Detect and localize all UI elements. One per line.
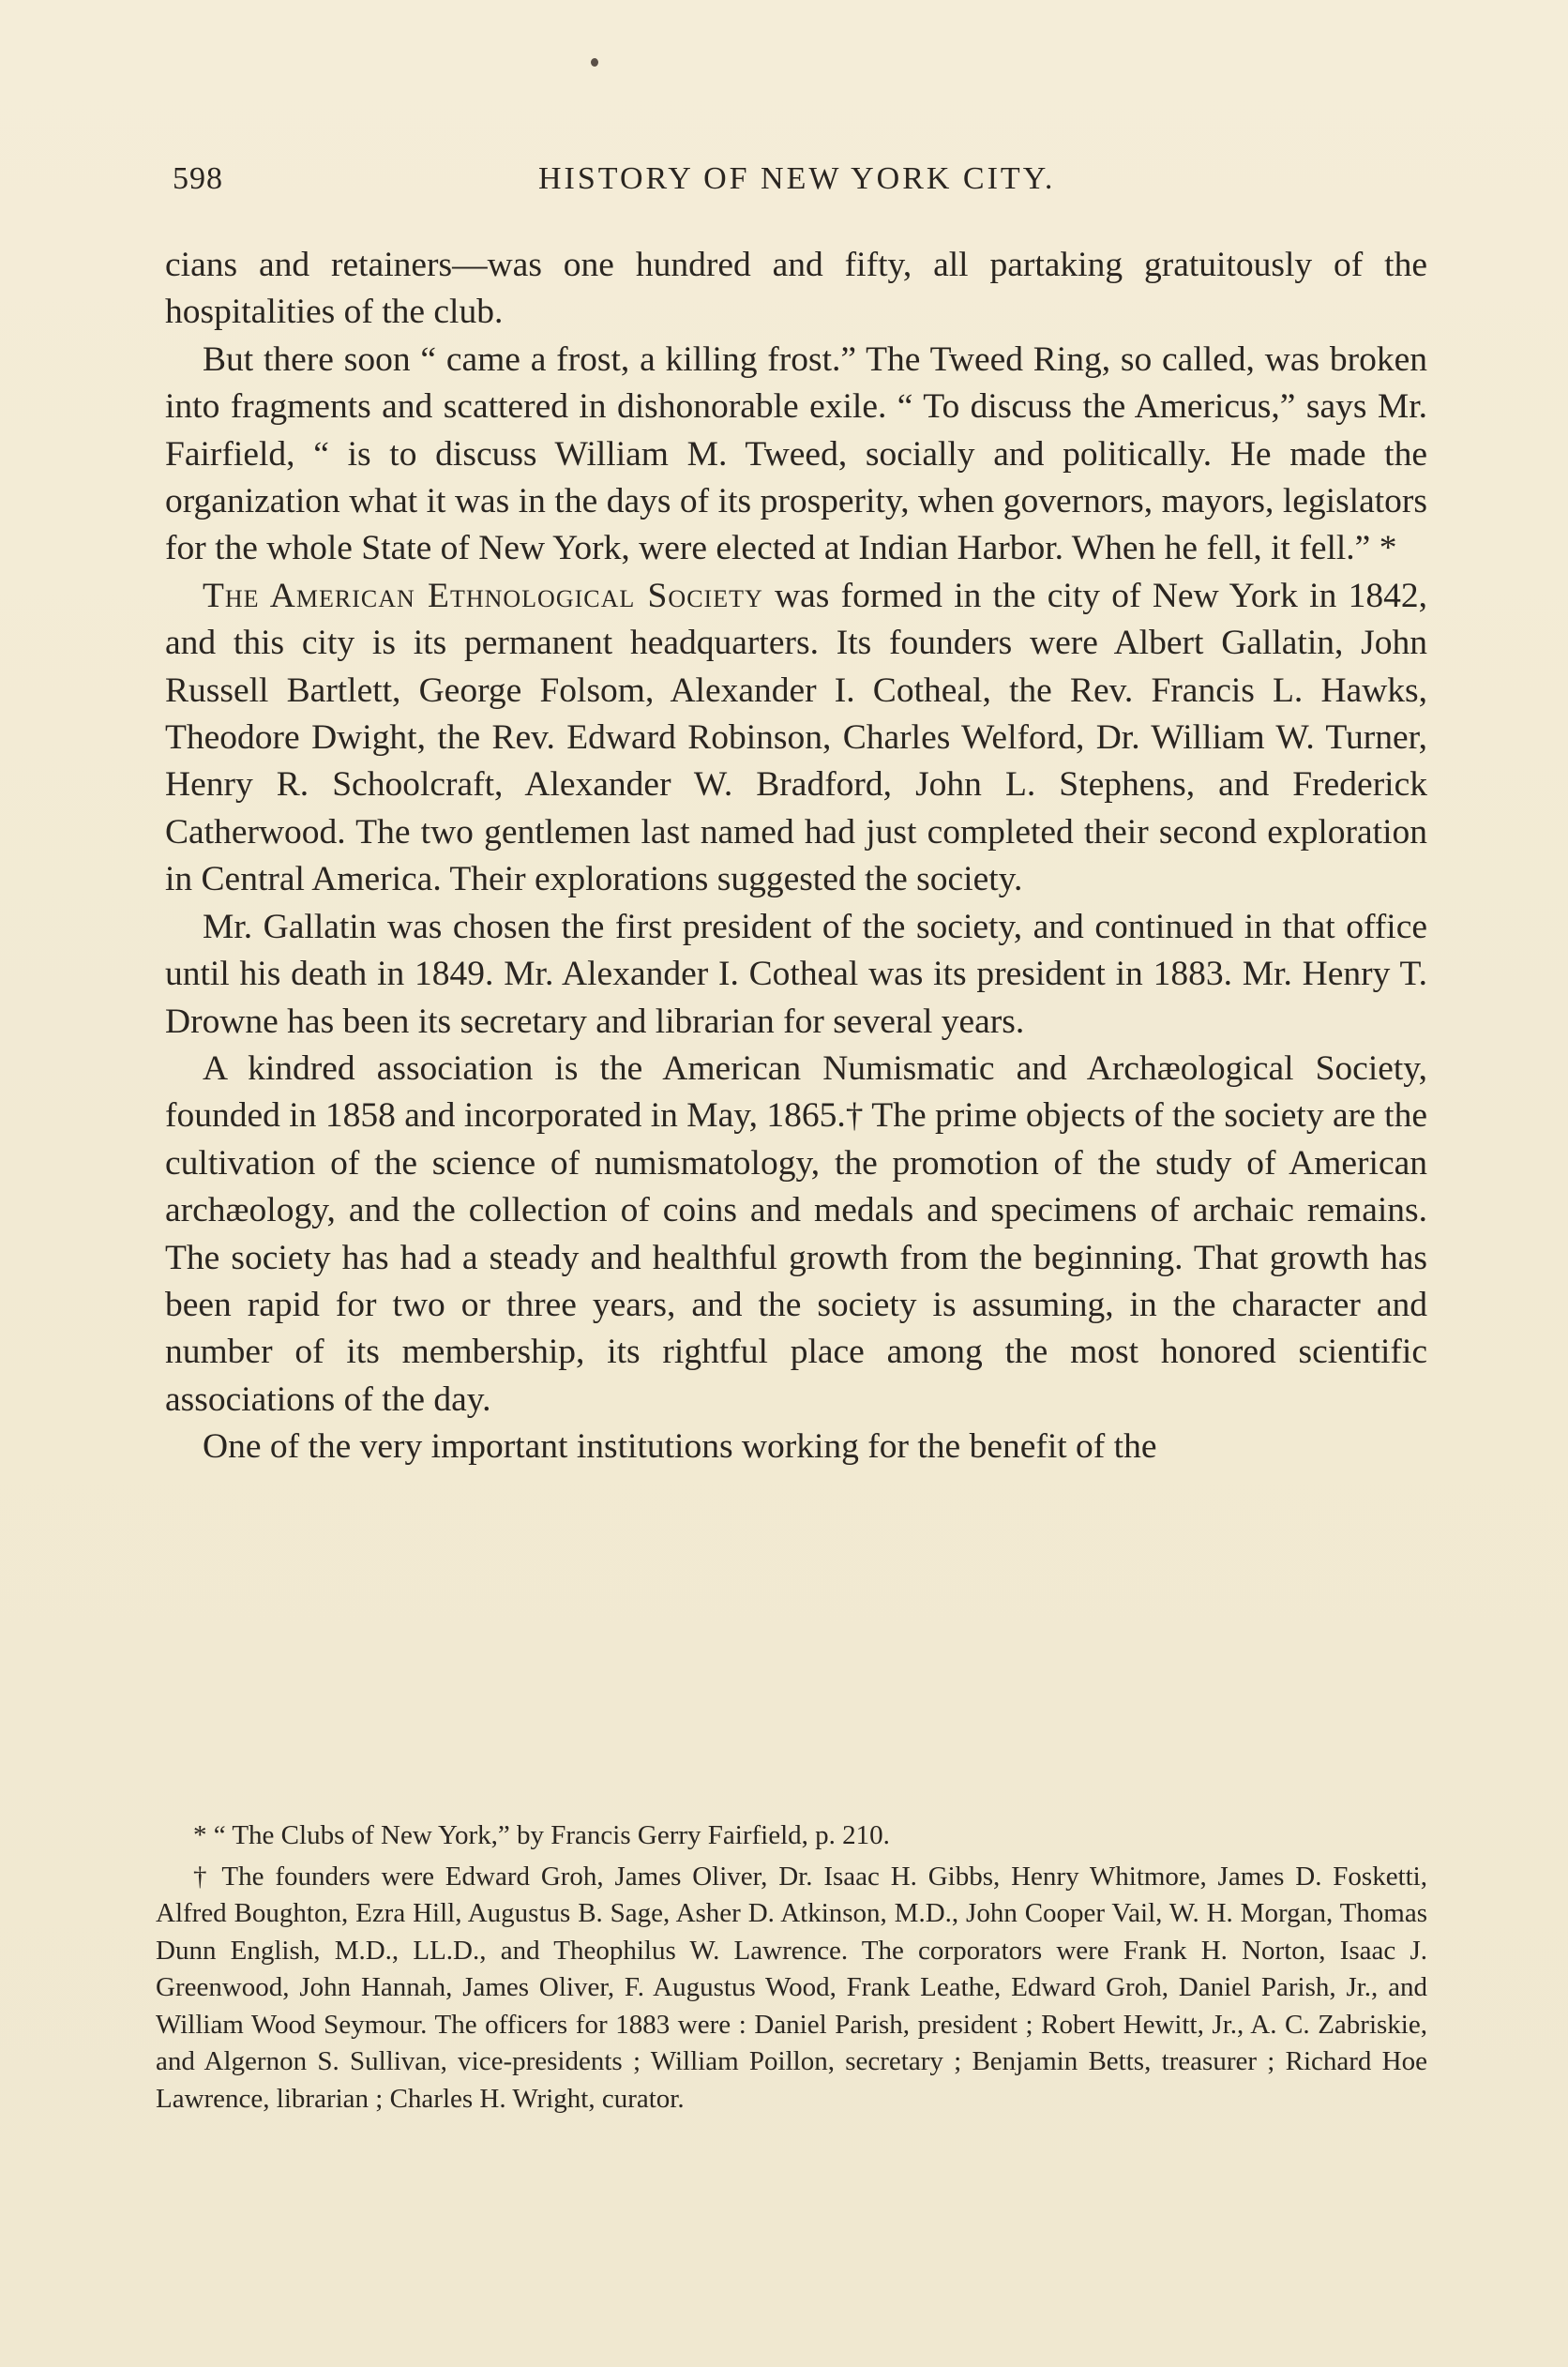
paragraph-gallatin: Mr. Gallatin was chosen the first president of the society, and continued in that office until his death in 1849. Mr. Alexander I. Cotheal was its president in 1883. Mr. Henry T. Drowne has been its secretary and librarian for several years. [165,907,1427,1041]
paragraph-continuation: cians and retainers—was one hundred and fifty, all partaking gratuitously of the hospitalities of the club. [165,246,1427,332]
society-name-small-caps: The American Ethnological Society [203,576,763,615]
footnote-asterisk: * “ The Clubs of New York,” by Francis Gerry Fairfield, p. 210. [193,1820,890,1850]
page-number: 598 [173,161,223,196]
paragraph-numismatic-society: A kindred association is the American Numismatic and Archæological Society, founded in 1858 and incorporated in May, 1865.† The prime objects of the society are the cultivation of the science of numismatology, the promotion of the study of American archæology, and the collection of coins and medals and specimens of archaic remains. The society has had a steady and healthful growth from the beginning. That growth has been rapid for two or three years, and the society is assuming, in the character and number of its membership, its rightful place among the most honored scientific associations of the day. [165,1048,1427,1419]
body-text [165,242,1427,1471]
paragraph-tweed-ring: But there soon “ came a frost, a killing frost.” The Tweed Ring, so called, was broken into fragments and scattered in dishonorable exile. “ To discuss the Americus,” says Mr. Fairfield, “ is to discuss William M. Tweed, socially and politically. He made the organization what it was in the days of its prosperity, when governors, mayors, legislators for the whole State of New York, were elected at Indian Harbor. When he fell, it fell.” * [165,339,1427,568]
paragraph-ethnological-text: was formed in the city of New York in 1842, and this city is its permanent headquarters. Its founders were Albert Gallatin, John Russell Bartlett, George Folsom, Alexander I. Cotheal, the Rev. Francis L. Hawks, Theodore Dwight, the Rev. Edward Robinson, Charles Welford, Dr. William W. Turner, Henry R. Schoolcraft, Alexander W. Bradford, John L. Stephens, and Frederick Catherwood. The two gentlemen last named had just completed their second exploration in Central America. Their explorations suggested the society. [165,576,1427,899]
paragraph-institutions: One of the very important institutions working for the benefit of the [203,1427,1157,1467]
footnotes [156,1817,1427,2118]
running-head [173,161,1420,208]
ink-spot [591,58,598,67]
running-title: HISTORY OF NEW YORK CITY. [538,161,1056,196]
footnote-dagger: † The founders were Edward Groh, James Oliver, Dr. Isaac H. Gibbs, Henry Whitmore, James D. Fosketti, Alfred Boughton, Ezra Hill, Augustus B. Sage, Asher D. Atkinson, M.D., John Cooper Vail, W. H. Morgan, Thomas Dunn English, M.D., LL.D., and Theophilus W. Lawrence. The corporators were Frank H. Norton, Isaac J. Greenwood, John Hannah, James Oliver, F. Augustus Wood, Frank Leathe, Edward Groh, Daniel Parish, Jr., and William Wood Seymour. The officers for 1883 were : Daniel Parish, president ; Robert Hewitt, Jr., A. C. Zabriskie, and Algernon S. Sullivan, vice-presidents ; William Poillon, secretary ; Benjamin Betts, treasurer ; Richard Hoe Lawrence, librarian ; Charles H. Wright, curator. [156,1861,1427,2114]
paragraph-ethnological-society [165,573,1427,904]
